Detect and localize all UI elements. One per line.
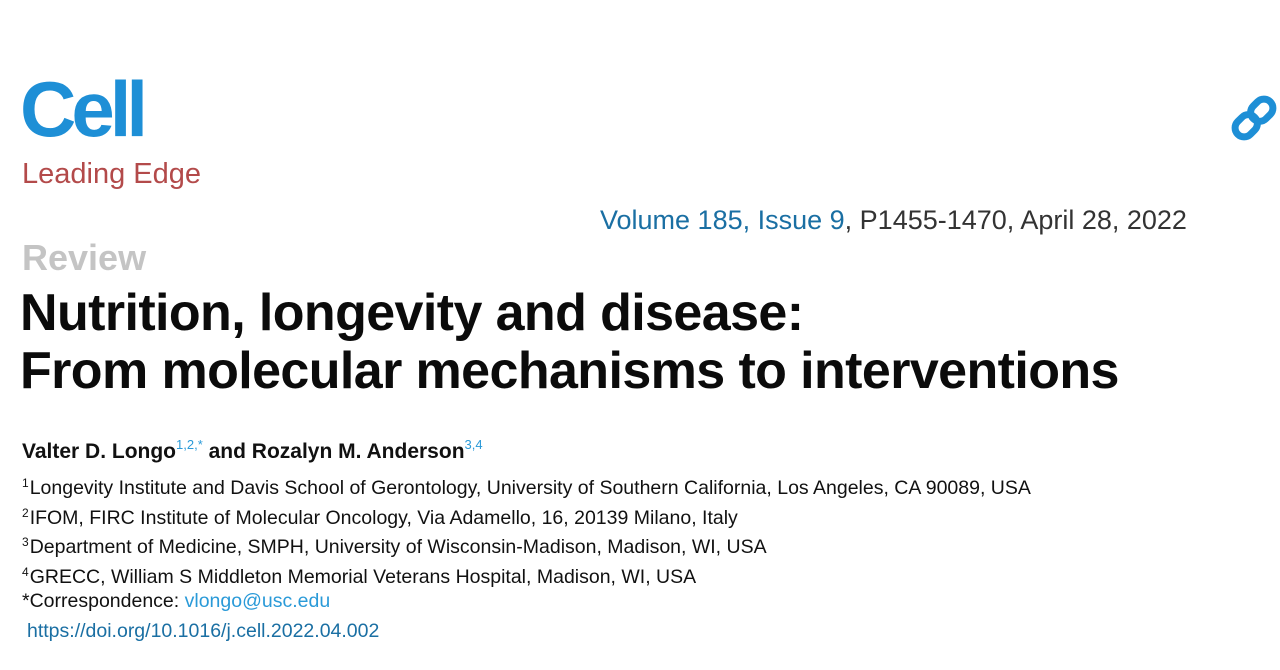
correspondence-email-link[interactable]: vlongo@usc.edu: [184, 590, 331, 612]
author-affiliation-marks[interactable]: 3,4: [464, 437, 483, 452]
affiliation-text: GRECC, William S Middleton Memorial Veterans Hospital, Madison, WI, USA: [29, 565, 697, 588]
chain-link-icon-graphic: [1228, 92, 1280, 144]
article-title-line-2: From molecular mechanisms to interventions: [20, 342, 1119, 400]
affiliation-item: [22, 504, 1031, 534]
affiliation-item: [22, 533, 1031, 563]
chain-link-icon[interactable]: [1228, 92, 1280, 144]
affiliation-text: Longevity Institute and Davis School of Gerontology, University of Southern California, Los Angeles, CA 90089, USA: [29, 477, 1031, 499]
affiliation-text: IFOM, FIRC Institute of Molecular Oncology, Via Adamello, 16, 20139 Milano, Italy: [29, 506, 738, 529]
affiliation-text: Department of Medicine, SMPH, University of Wisconsin-Madison, Madison, WI, USA: [29, 536, 767, 558]
issue-link[interactable]: Volume 185, Issue 9: [600, 205, 845, 235]
author-name[interactable]: Rozalyn M. Anderson: [251, 440, 465, 463]
affiliation-mark: 4: [22, 564, 29, 579]
article-type-label: Review: [22, 237, 147, 278]
section-label: Leading Edge: [22, 158, 201, 190]
author-name[interactable]: Valter D. Longo: [22, 440, 177, 463]
correspondence: [22, 592, 330, 612]
affiliation-item: [22, 563, 1031, 593]
correspondence-label: *Correspondence:: [22, 590, 185, 612]
author-list: [22, 437, 483, 463]
issue-pages-date: , P1455-1470, April 28, 2022: [844, 205, 1187, 235]
article-title: [20, 284, 1119, 400]
affiliation-item: [22, 474, 1031, 504]
article-title-line-1: Nutrition, longevity and disease:: [20, 284, 804, 342]
affiliation-list: [22, 474, 1031, 592]
author-joiner: and: [202, 440, 252, 463]
affiliation-mark: 1: [22, 476, 29, 490]
journal-logo[interactable]: Cell: [20, 65, 144, 153]
issue-citation: [600, 207, 1187, 234]
doi-link[interactable]: https://doi.org/10.1016/j.cell.2022.04.002: [27, 620, 380, 642]
affiliation-mark: 3: [22, 535, 29, 549]
author-affiliation-marks[interactable]: 1,2,*: [176, 437, 203, 452]
affiliation-mark: 2: [22, 505, 29, 520]
